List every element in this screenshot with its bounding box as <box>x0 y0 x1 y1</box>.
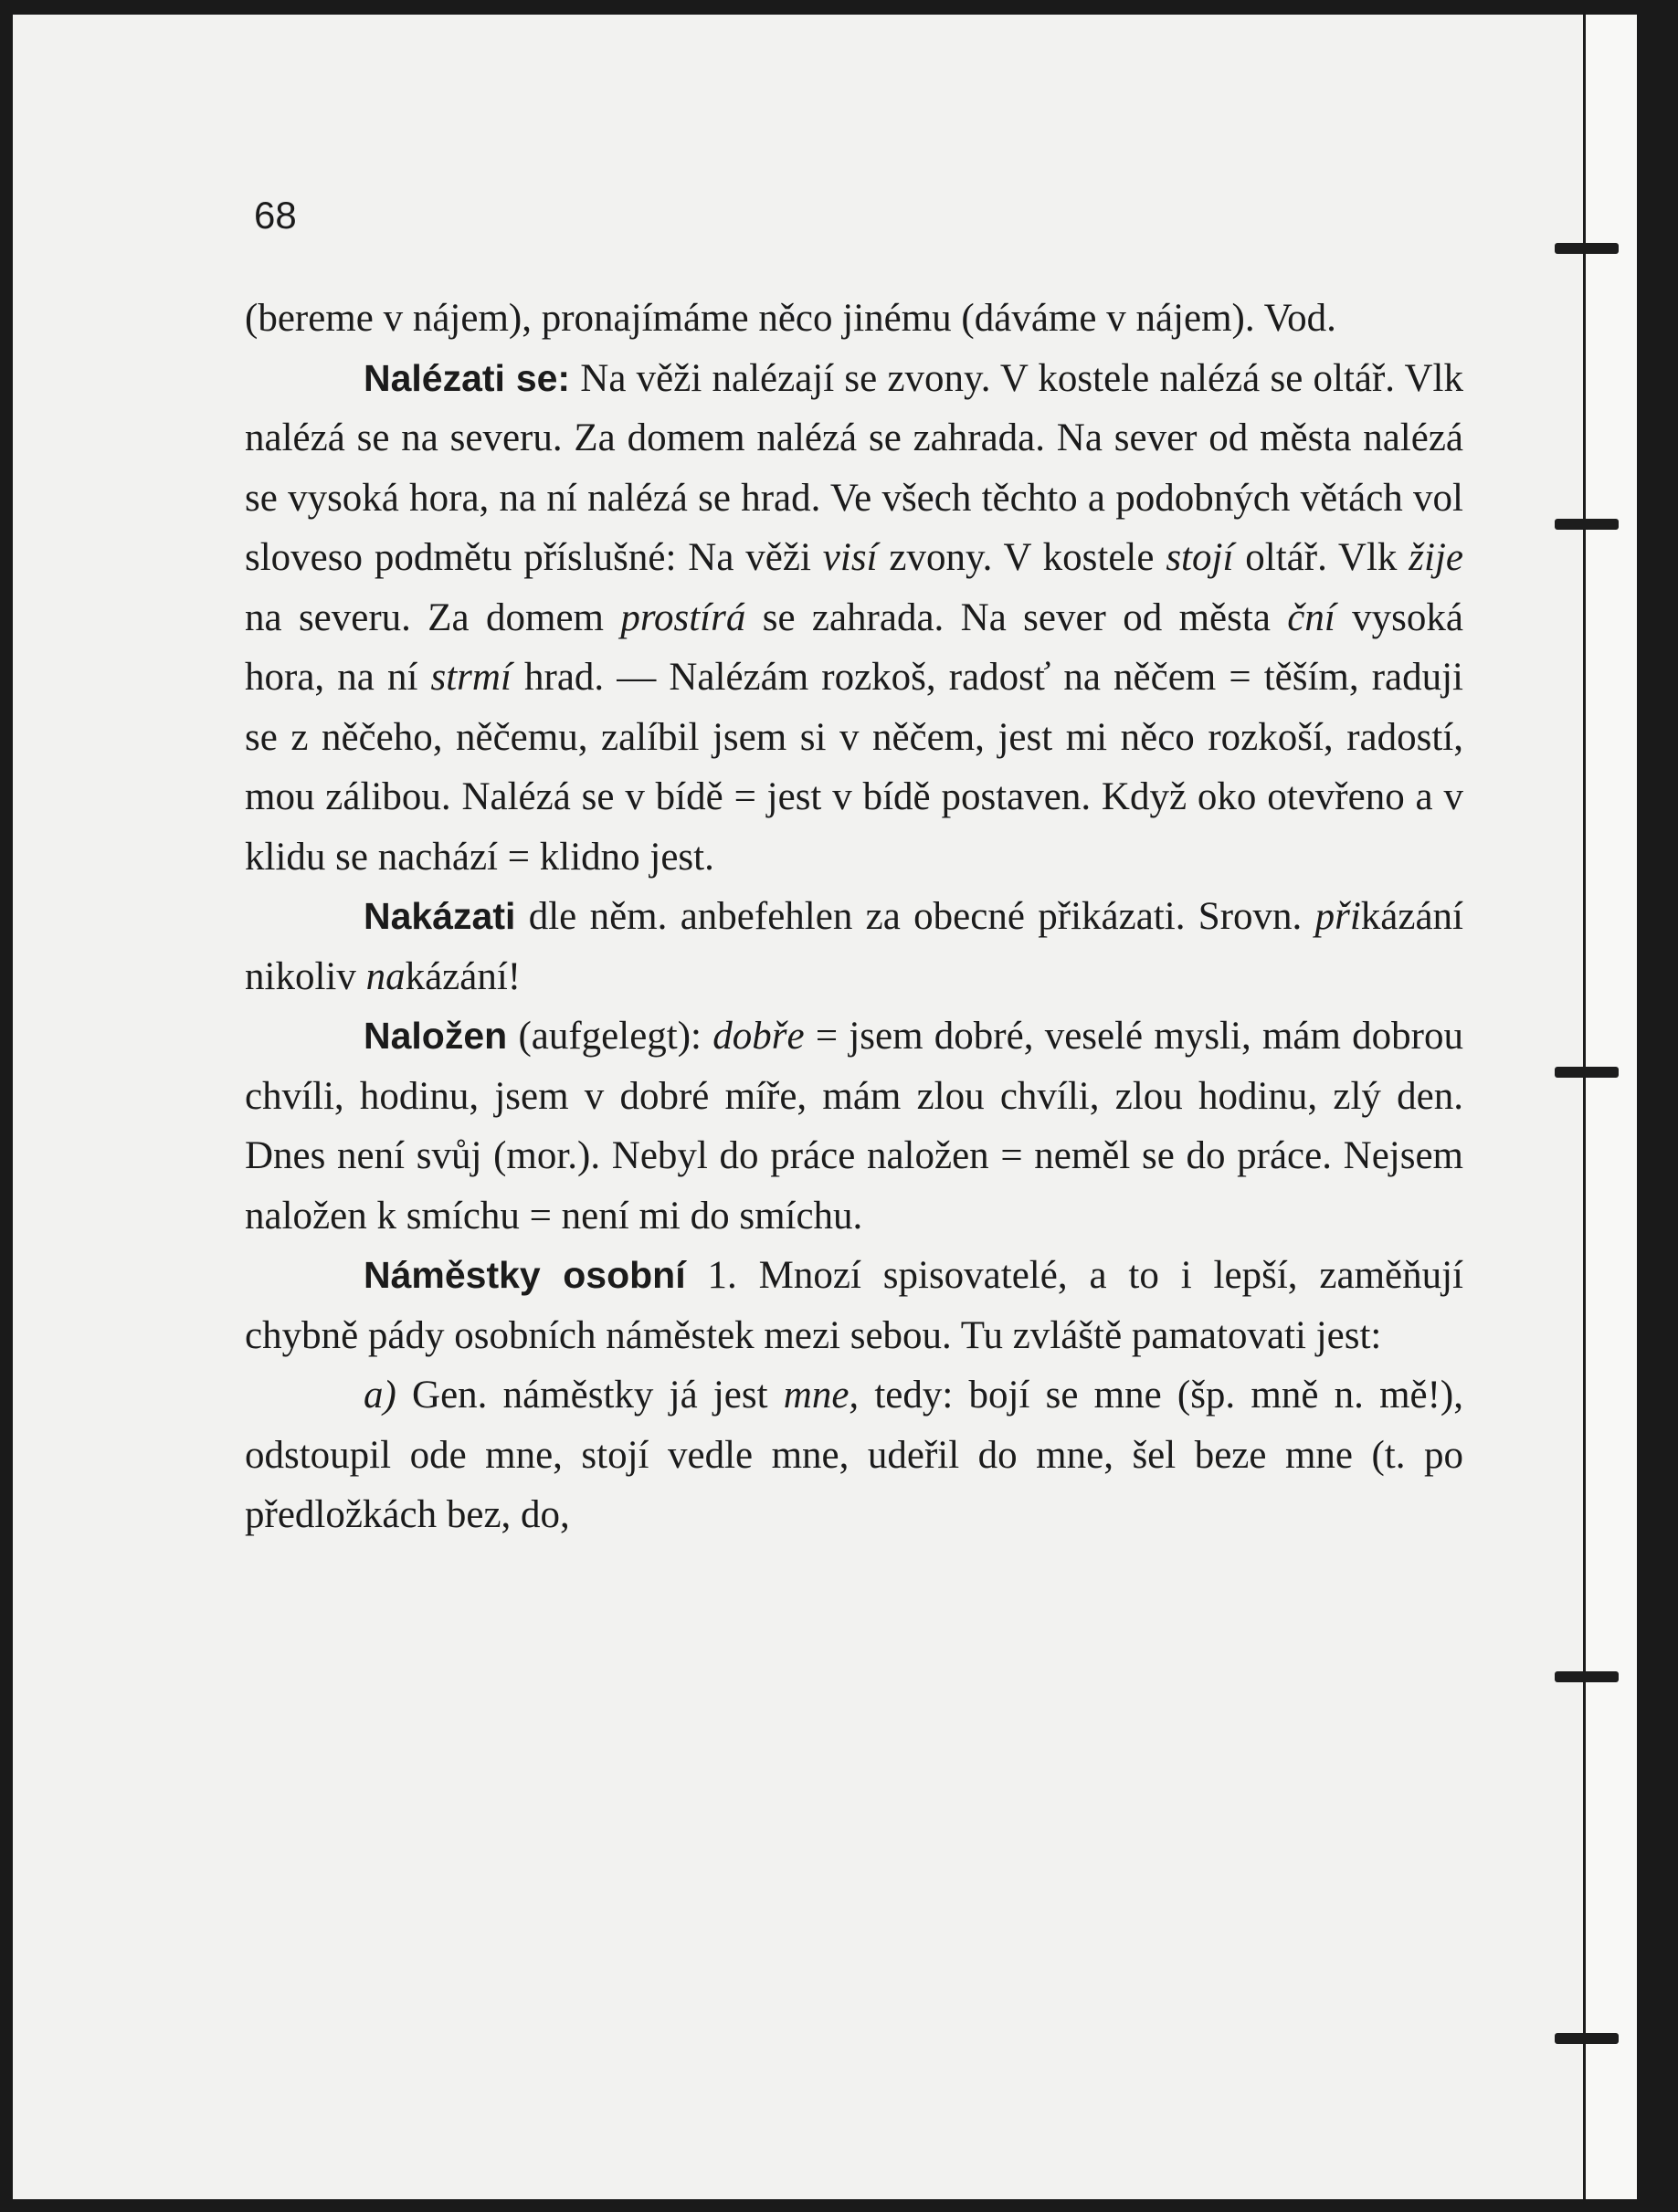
entry-text: Na věži nalézají se zvony. V kostele nalézá se oltář. Vlk nalézá se na severu. Za domem nalézá se zahrada. Na sever od města nalézá se vysoká hora, na ní nalézá se hrad. Ve všech těchto a podobných větách vol sloveso podmětu příslušné: Na věži <box>245 356 1463 579</box>
binding-mark <box>1555 519 1619 530</box>
page-number: 68 <box>254 194 297 237</box>
italic-word: mne, <box>783 1374 860 1417</box>
entry-text: vysoká hora, na ní <box>245 595 1463 699</box>
italic-word: na <box>365 954 406 998</box>
binding-mark <box>1555 243 1619 254</box>
italic-word: prostírá <box>620 595 746 639</box>
entry-headword: Nalézati se: <box>364 356 571 399</box>
entry-text: Gen. náměstky já jest <box>396 1374 784 1417</box>
binding-mark <box>1555 2033 1619 2044</box>
book-page <box>13 15 1637 2199</box>
entry-text: kázání! <box>405 954 522 998</box>
entry-nakazati <box>245 887 1463 1006</box>
entry-text: kázání nikoliv <box>245 895 1463 998</box>
italic-word: stojí <box>1166 536 1234 579</box>
italic-word: a) <box>364 1374 396 1417</box>
entry-text: tedy: bojí se mne (šp. mně n. mě!), odstoupil ode mne, stojí vedle mne, udeřil do mne, šel beze mne (t. po předložkách bez, do, <box>245 1374 1463 1536</box>
italic-word: dobře <box>712 1015 805 1058</box>
italic-word: ční <box>1287 595 1335 639</box>
entry-text: dle něm. anbefehlen za obecné přikázati. Srovn. <box>515 895 1315 938</box>
page-text <box>245 188 1463 1545</box>
entry-nalozen <box>245 1006 1463 1246</box>
entry-text: oltář. Vlk <box>1233 536 1409 579</box>
entry-text: = jsem dobré, veselé mysli, mám dobrou chvíli, hodinu, jsem v dobré míře, mám zlou chvíli, zlou hodinu, zlý den. Dnes není svůj (mor.). Nebyl do práce naložen = neměl se do práce. Nejsem naložen k smíchu = není mi do smíchu. <box>245 1015 1463 1238</box>
paragraph-continuation <box>245 289 1463 349</box>
italic-word: při <box>1314 895 1361 938</box>
entry-headword: Naložen <box>364 1015 508 1057</box>
entry-text: se zahrada. Na sever od města <box>745 595 1288 639</box>
entry-headword: Nakázati <box>364 895 516 937</box>
entry-text: zvony. V kostele <box>877 536 1166 579</box>
binding-mark <box>1555 1067 1619 1078</box>
subsection-a <box>245 1365 1463 1545</box>
entry-namestky-osobni <box>245 1246 1463 1365</box>
italic-word: visí <box>822 536 878 579</box>
italic-word: žije <box>1409 536 1463 579</box>
entry-text: na severu. Za domem <box>245 595 621 639</box>
page-binding-edge <box>1583 15 1637 2199</box>
paragraph-text: (bereme v nájem), pronajímáme něco jinému (dáváme v nájem). Vod. <box>245 297 1336 340</box>
entry-text: 1. Mnozí spisovatelé, a to i lepší, zaměňují chybně pády osobních náměstek mezi sebou. Tu zvláště pamatovati jest: <box>245 1254 1463 1357</box>
entry-text: (aufgelegt): <box>507 1015 713 1058</box>
entry-text: hrad. — Nalézám rozkoš, radosť na něčem = těším, raduji se z něčeho, něčemu, zalíbil jsem si v něčem, jest mi něco rozkoší, radostí, mou zálibou. Nalézá se v bídě = jest v bídě postaven. Když oko otevřeno a v klidu se nachází = klidno jest. <box>245 656 1464 879</box>
binding-mark <box>1555 1671 1619 1682</box>
entry-nalezati-se <box>245 349 1463 888</box>
italic-word: strmí <box>430 656 512 699</box>
entry-headword: Náměstky osobní <box>364 1254 686 1296</box>
